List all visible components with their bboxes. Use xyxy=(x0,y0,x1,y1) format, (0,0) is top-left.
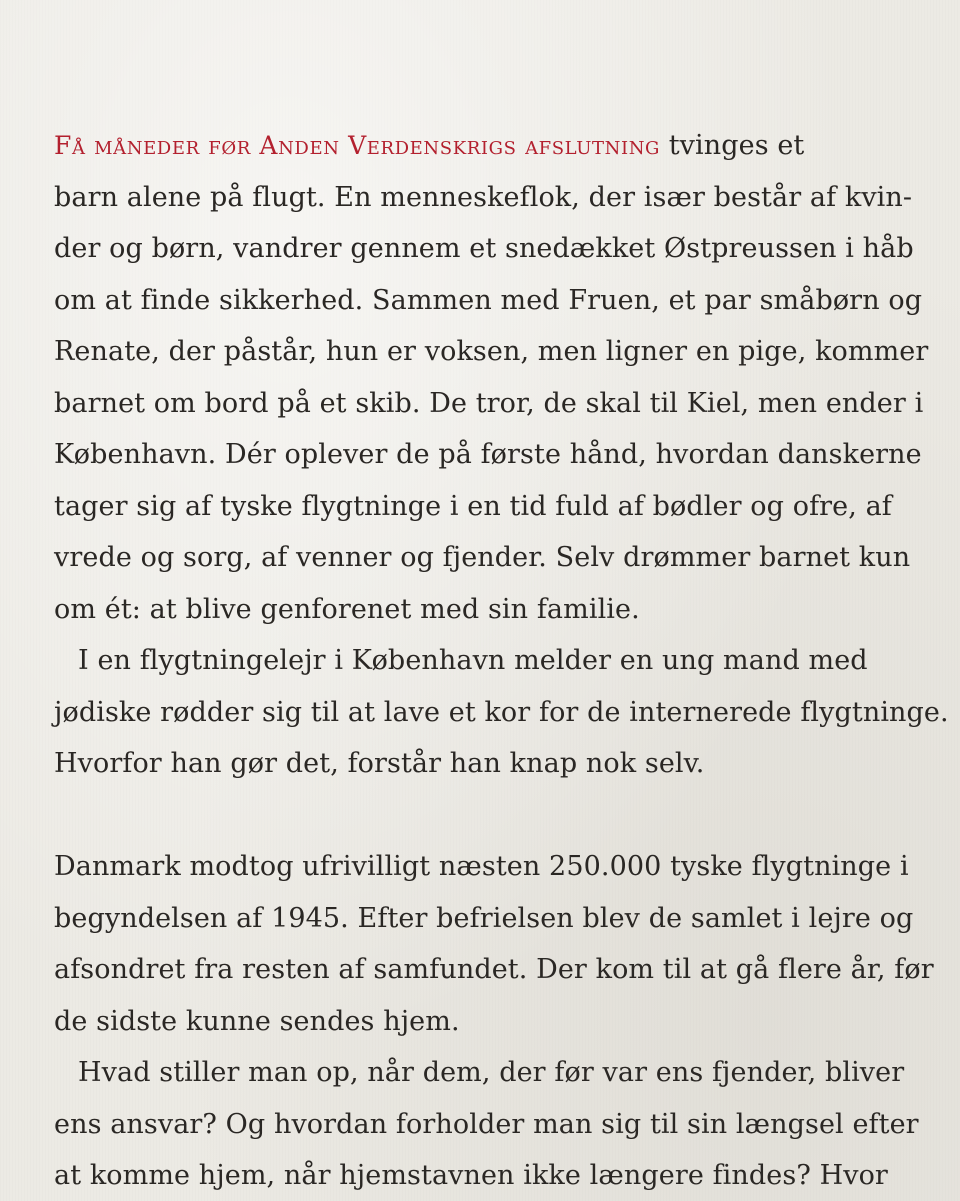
text-run: tvinges et xyxy=(660,130,805,161)
text-line: afsondret fra resten af samfundet. Der kom til at gå flere år, før xyxy=(54,954,934,985)
paragraph-1 xyxy=(54,120,929,635)
text-line: tager sig af tyske flygtninge i en tid fuld af bødler og ofre, af xyxy=(54,490,892,522)
text-line xyxy=(54,120,914,172)
text-line: der og børn, vandrer gennem et snedækket Østpreussen i håb xyxy=(54,233,914,264)
text-line: I en flygtningelejr i København melder en ung mand med xyxy=(78,645,868,676)
section-break xyxy=(54,790,914,842)
text-line: de sidste kunne sendes hjem. xyxy=(54,1005,460,1037)
text-line: om ét: at blive genforenet med sin familie. xyxy=(54,593,640,625)
text-line: Danmark modtog ufrivilligt næsten 250.000 tyske flygtninge i xyxy=(54,851,909,882)
text-line: København. Dér oplever de på første hånd, hvordan danskerne xyxy=(54,439,922,470)
text-line: jødiske rødder sig til at lave et kor for de internerede flygtninge. xyxy=(54,696,949,728)
text-line: ens ansvar? Og hvordan forholder man sig til sin længsel efter xyxy=(54,1108,919,1140)
text-line: om at finde sikkerhed. Sammen med Fruen, et par småbørn og xyxy=(54,284,923,316)
text-line: barn alene på flugt. En menneskeflok, der især består af kvin- xyxy=(54,181,913,213)
lead-in-small-caps: Få måneder før Anden Verdenskrigs afslutning xyxy=(54,131,661,160)
text-line: at komme hjem, når hjemstavnen ikke længere findes? Hvor xyxy=(54,1160,888,1191)
text-line: Renate, der påstår, hun er voksen, men ligner en pige, kommer xyxy=(54,336,929,367)
paragraph-2 xyxy=(54,635,949,790)
paragraph-3 xyxy=(54,841,934,1047)
paragraph-4 xyxy=(54,1047,919,1201)
text-line: begyndelsen af 1945. Efter befrielsen blev de samlet i lejre og xyxy=(54,902,914,934)
text-line: Hvad stiller man op, når dem, der før var ens fjender, bliver xyxy=(78,1057,905,1088)
text-line: vrede og sorg, af venner og fjender. Selv drømmer barnet kun xyxy=(54,542,911,573)
text-line: barnet om bord på et skib. De tror, de skal til Kiel, men ender i xyxy=(54,387,924,419)
text-line: Hvorfor han gør det, forstår han knap nok selv. xyxy=(54,748,705,779)
blurb-text xyxy=(54,120,949,1201)
